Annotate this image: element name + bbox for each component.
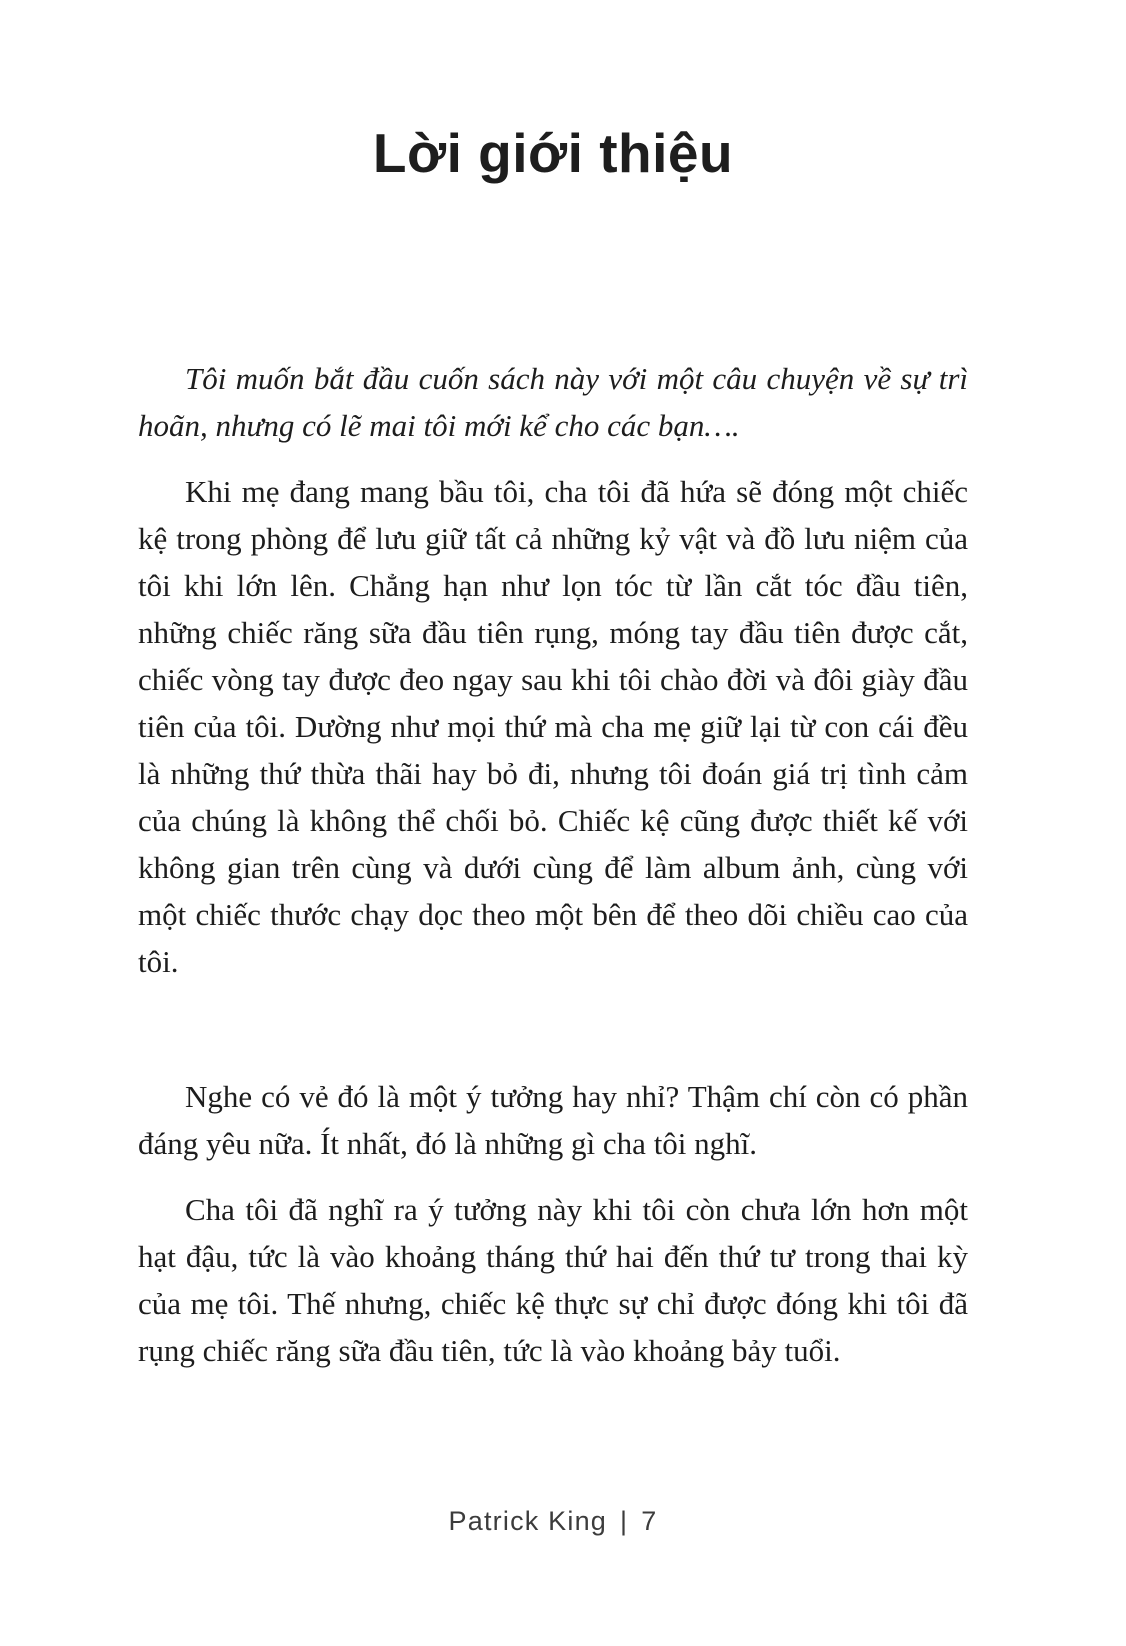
body-text-block <box>138 355 968 1374</box>
footer-page-number: 7 <box>641 1506 658 1536</box>
footer-author: Patrick King <box>448 1506 608 1536</box>
paragraph-intro-italic: Tôi muốn bắt đầu cuốn sách này với một câu chuyện về sự trì hoãn, nhưng có lẽ mai tôi mới kể cho các bạn…. <box>138 361 968 443</box>
paragraph-body-3: Cha tôi đã nghĩ ra ý tưởng này khi tôi còn chưa lớn hơn một hạt đậu, tức là vào khoảng tháng thứ hai đến thứ tư trong thai kỳ của mẹ tôi. Thế nhưng, chiếc kệ thực sự chỉ được đóng khi tôi đã rụng chiếc răng sữa đầu tiên, tức là vào khoảng bảy tuổi. <box>138 1192 968 1368</box>
page-content <box>138 0 968 1393</box>
paragraph-body-1: Khi mẹ đang mang bầu tôi, cha tôi đã hứa sẽ đóng một chiếc kệ trong phòng để lưu giữ tất cả những kỷ vật và đồ lưu niệm của tôi khi lớn lên. Chẳng hạn như lọn tóc từ lần cắt tóc đầu tiên, những chiếc răng sữa đầu tiên rụng, móng tay đầu tiên được cắt, chiếc vòng tay được đeo ngay sau khi tôi chào đời và đôi giày đầu tiên của tôi. Dường như mọi thứ mà cha mẹ giữ lại từ con cái đều là những thứ thừa thãi hay bỏ đi, nhưng tôi đoán giá trị tình cảm của chúng là không thể chối bỏ. Chiếc kệ cũng được thiết kế với không gian trên cùng và dưới cùng để làm album ảnh, cùng với một chiếc thước chạy dọc theo một bên để theo dõi chiều cao của tôi. <box>138 474 968 979</box>
paragraph-body-2: Nghe có vẻ đó là một ý tưởng hay nhỉ? Thậm chí còn có phần đáng yêu nữa. Ít nhất, đó là những gì cha tôi nghĩ. <box>138 1079 968 1161</box>
page-footer <box>138 1506 968 1537</box>
page-title: Lời giới thiệu <box>372 122 734 184</box>
footer-separator: | <box>620 1506 629 1536</box>
